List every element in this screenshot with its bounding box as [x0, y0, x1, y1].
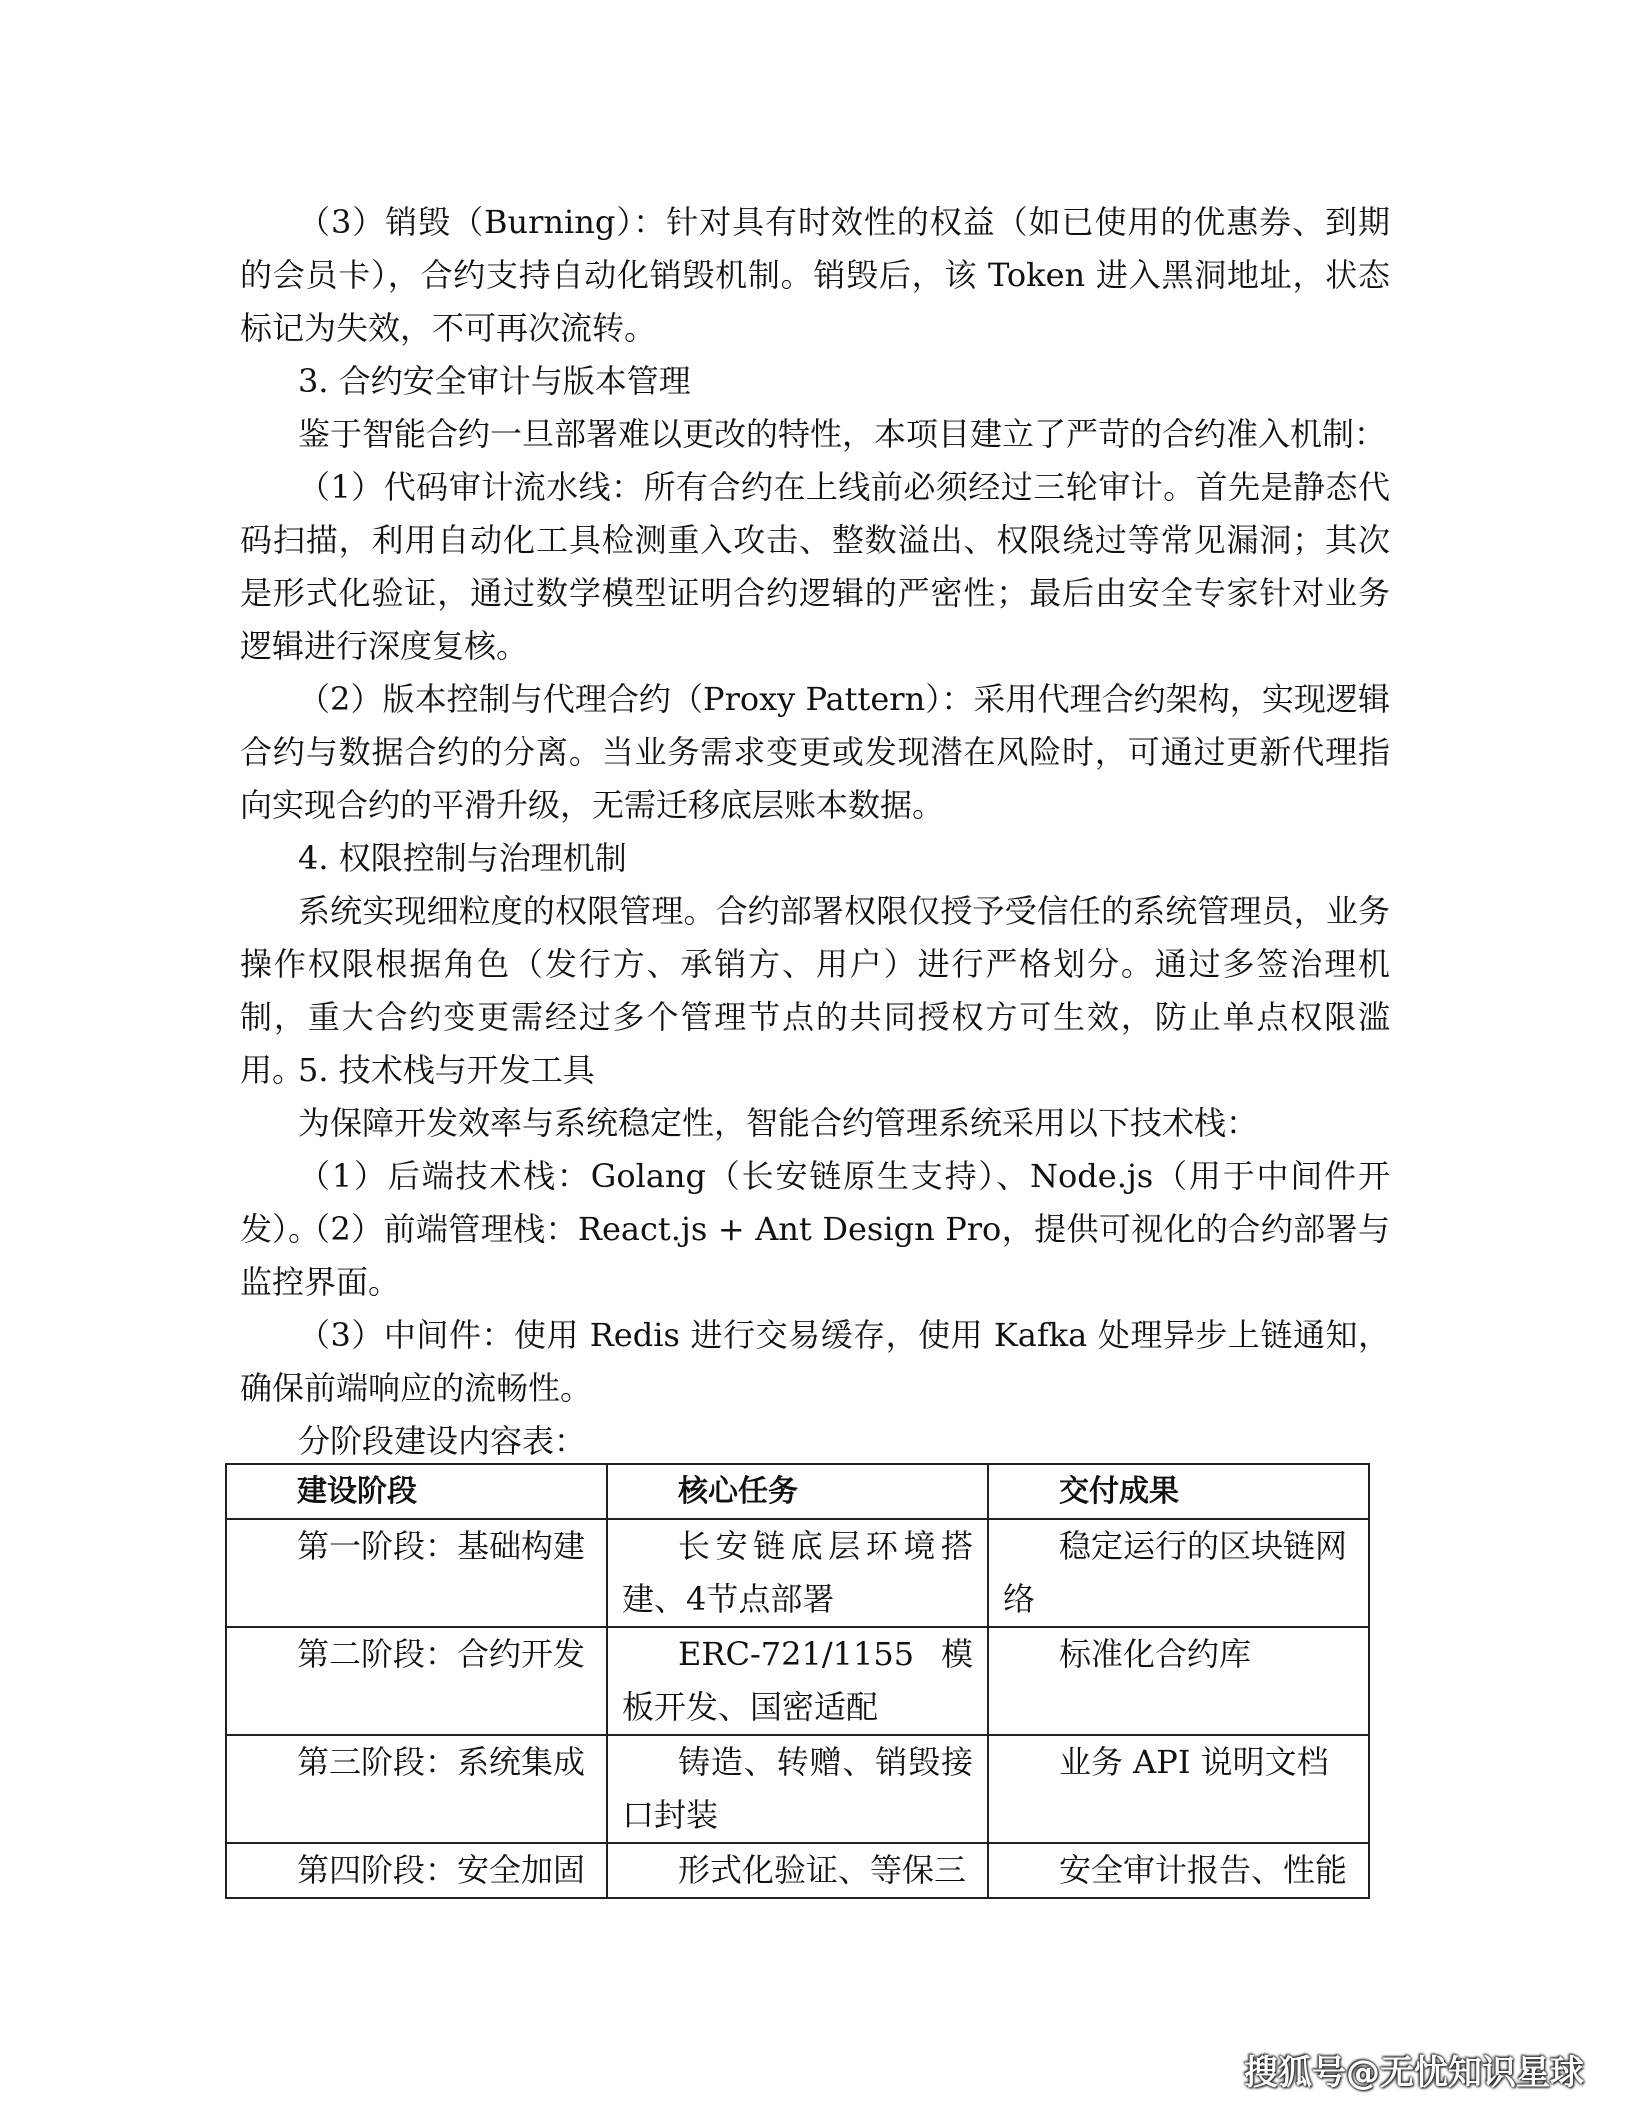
- header-deliverable: 交付成果: [988, 1464, 1369, 1519]
- cell-phase: 第三阶段：系统集成: [226, 1735, 607, 1843]
- paragraph-code-audit: （1）代码审计流水线：所有合约在上线前必须经过三轮审计。首先是静态代码扫描，利用自动化工具检测重入攻击、整数溢出、权限绕过等常见漏洞；其次是形式化验证，通过数学模型证明合约逻辑的严密性；最后由安全专家针对业务逻辑进行深度复核。: [240, 468, 1390, 665]
- paragraph-backend-stack: （1）后端技术栈：Golang（长安链原生支持）、Node.js（用于中间件开发）。: [240, 1157, 1390, 1248]
- paragraph-tech-intro: 为保障开发效率与系统稳定性，智能合约管理系统采用以下技术栈：: [298, 1104, 1259, 1142]
- header-phase: 建设阶段: [226, 1464, 607, 1519]
- table-row: [226, 1627, 1369, 1735]
- table-row: [226, 1519, 1369, 1627]
- cell-deliverable: 业务 API 说明文档: [988, 1735, 1369, 1843]
- cell-phase: 第二阶段：合约开发: [226, 1627, 607, 1735]
- heading-permission-governance: 4. 权限控制与治理机制: [298, 839, 627, 877]
- heading-tech-stack: 5. 技术栈与开发工具: [298, 1051, 595, 1089]
- cell-deliverable: 稳定运行的区块链网络: [988, 1519, 1369, 1627]
- cell-task: 形式化验证、等保三: [607, 1843, 988, 1898]
- cell-deliverable: 安全审计报告、性能: [988, 1843, 1369, 1898]
- phase-table: [225, 1463, 1370, 1899]
- table-caption: 分阶段建设内容表：: [298, 1422, 587, 1460]
- watermark: 搜狐号@无忧知识星球: [1244, 2053, 1584, 2093]
- cell-task: 铸造、转赠、销毁接口封装: [607, 1735, 988, 1843]
- table-row: [226, 1735, 1369, 1843]
- table-header-row: [226, 1464, 1369, 1519]
- cell-deliverable: 标准化合约库: [988, 1627, 1369, 1735]
- cell-task: 长安链底层环境搭建、4节点部署: [607, 1519, 988, 1627]
- paragraph-permission: 系统实现细粒度的权限管理。合约部署权限仅授予受信任的系统管理员，业务操作权限根据角色（发行方、承销方、用户）进行严格划分。通过多签治理机制，重大合约变更需经过多个管理节点的共同授权方可生效，防止单点权限滥用。: [240, 892, 1390, 1089]
- cell-task: ERC-721/1155 模板开发、国密适配: [607, 1627, 988, 1735]
- paragraph-frontend-stack: （2）前端管理栈：React.js + Ant Design Pro，提供可视化的合约部署与监控界面。: [240, 1210, 1390, 1301]
- paragraph-middleware: （3）中间件：使用 Redis 进行交易缓存，使用 Kafka 处理异步上链通知，确保前端响应的流畅性。: [240, 1316, 1390, 1407]
- cell-phase: 第四阶段：安全加固: [226, 1843, 607, 1898]
- heading-contract-audit: 3. 合约安全审计与版本管理: [298, 362, 691, 400]
- paragraph-proxy-pattern: （2）版本控制与代理合约（Proxy Pattern）：采用代理合约架构，实现逻辑合约与数据合约的分离。当业务需求变更或发现潜在风险时，可通过更新代理指向实现合约的平滑升级，无需迁移底层账本数据。: [240, 680, 1390, 824]
- header-task: 核心任务: [607, 1464, 988, 1519]
- paragraph-audit-intro: 鉴于智能合约一旦部署难以更改的特性，本项目建立了严苛的合约准入机制：: [298, 415, 1387, 453]
- paragraph-burning: （3）销毁（Burning）：针对具有时效性的权益（如已使用的优惠券、到期的会员卡），合约支持自动化销毁机制。销毁后，该 Token 进入黑洞地址，状态标记为失效，不可再次流转。: [240, 203, 1390, 347]
- table-row: [226, 1843, 1369, 1898]
- cell-phase: 第一阶段：基础构建: [226, 1519, 607, 1627]
